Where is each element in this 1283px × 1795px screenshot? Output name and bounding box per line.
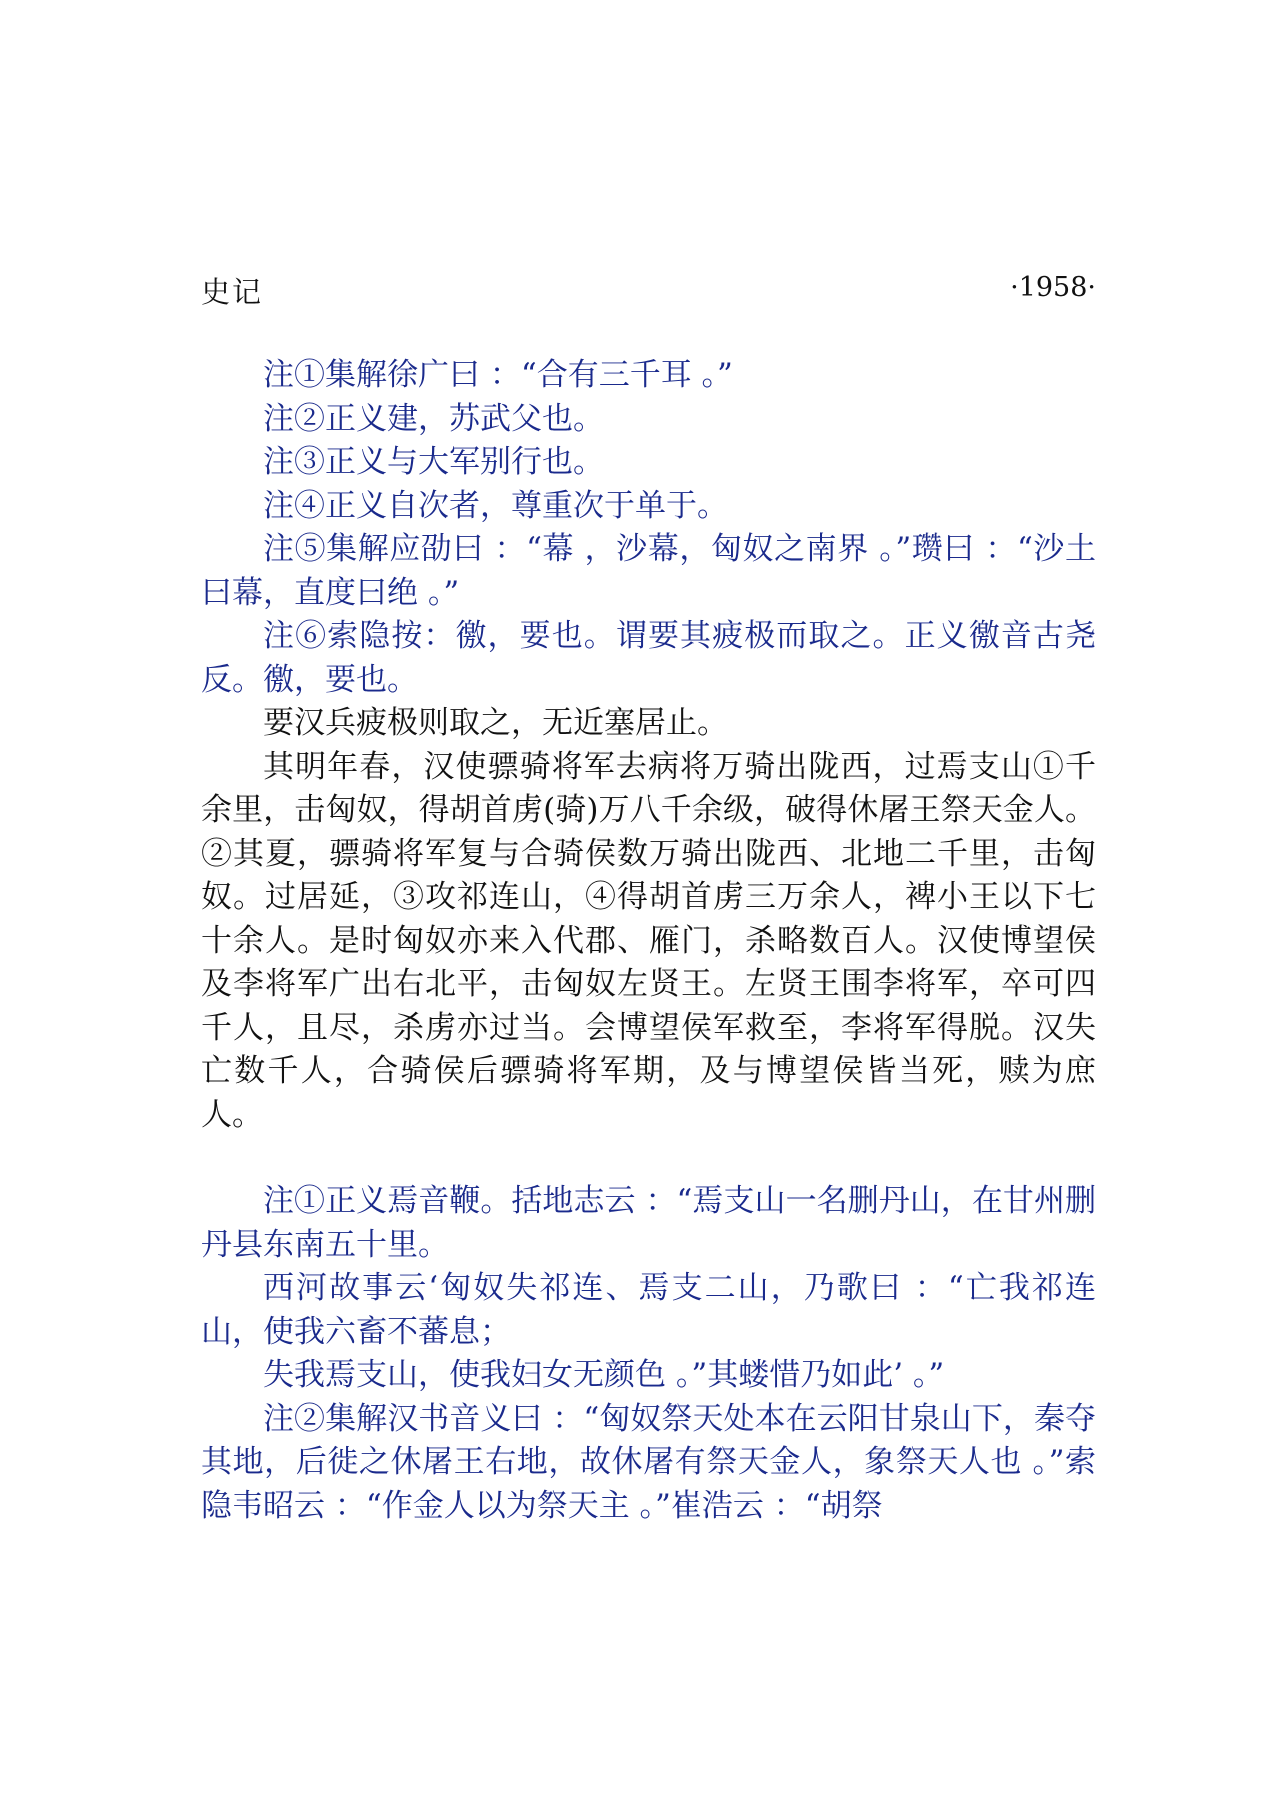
page-number: ·1958· [1010, 272, 1096, 303]
running-header [201, 270, 1096, 310]
main-text-paragraph: 其明年春，汉使骠骑将军去病将万骑出陇西，过焉支山①千余里，击匈奴，得胡首虏(骑)万八千余级，破得休屠王祭天金人。②其夏，骠骑将军复与合骑侯数万骑出陇西、北地二千里，击匈奴。过居延，③攻祁连山，④得胡首虏三万余人，裨小王以下七十余人。是时匈奴亦来入代郡、雁门，杀略数百人。汉使博望侯及李将军广出右北平，击匈奴左贤王。左贤王围李将军，卒可四千人，且尽，杀虏亦过当。会博望侯军救至，李将军得脱。汉失亡数千人，合骑侯后骠骑将军期，及与博望侯皆当死，赎为庶人。 [201, 748, 1096, 1133]
note-paragraph: 注①正义焉音鞭。括地志云 ：“焉支山一名删丹山，在甘州删丹县东南五十里。 [201, 1183, 1096, 1263]
book-title: 史记 [201, 275, 264, 309]
main-text-paragraph: 要汉兵疲极则取之，无近塞居止。 [263, 705, 728, 741]
note-paragraph: 注①集解徐广曰 ：“合有三千耳 。” [263, 357, 733, 393]
paragraph-gap [201, 1137, 1096, 1180]
page-body [201, 354, 1096, 1528]
note-paragraph: 失我焉支山，使我妇女无颜色 。”其蝼惜乃如此’ 。” [263, 1357, 945, 1393]
note-paragraph: 注⑤集解应劭曰 ：“幕 ，沙幕，匈奴之南界 。”瓒曰 ：“沙土曰幕，直度曰绝 。” [201, 531, 1096, 611]
note-paragraph: 注④正义自次者，尊重次于单于。 [263, 487, 728, 524]
note-paragraph: 注②正义建，苏武父也。 [263, 400, 604, 437]
note-paragraph: 注⑥索隐按：徼，要也。谓要其疲极而取之。正义徼音古尧反。徼，要也。 [201, 618, 1096, 698]
note-paragraph: 注②集解汉书音义曰 ：“匈奴祭天处本在云阳甘泉山下，秦夺其地，后徙之休屠王右地，故休屠有祭天金人，象祭天人也 。”索隐韦昭云 ：“作金人以为祭天主 。”崔浩云 ：“胡祭 [201, 1400, 1096, 1524]
note-paragraph: 西河故事云‘匈奴失祁连、焉支二山，乃歌曰 ：“亡我祁连山，使我六畜不蕃息； [201, 1270, 1096, 1350]
note-paragraph: 注③正义与大军别行也。 [263, 444, 604, 480]
